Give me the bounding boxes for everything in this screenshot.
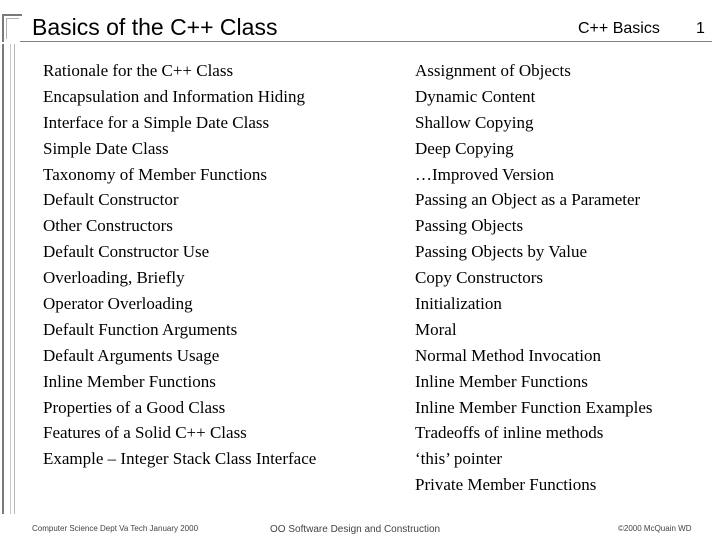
list-item: Dynamic Content: [415, 86, 536, 106]
list-item: ‘this’ pointer: [415, 449, 503, 469]
list-item: Properties of a Good Class: [43, 397, 226, 417]
list-item: Features of a Solid C++ Class: [43, 423, 247, 443]
list-item: Operator Overloading: [43, 294, 193, 314]
list-item: Deep Copying: [415, 138, 514, 158]
list-item: Tradeoffs of inline methods: [415, 423, 604, 443]
list-item: Simple Date Class: [43, 138, 169, 158]
list-item: Assignment of Objects: [415, 61, 571, 80]
list-item: Moral: [415, 319, 457, 339]
list-item: Passing Objects by Value: [415, 242, 588, 262]
list-item: Taxonomy of Member Functions: [43, 164, 268, 184]
list-item: Default Constructor: [43, 190, 179, 210]
list-item: Other Constructors: [43, 216, 173, 236]
topic-list-right: [415, 58, 652, 498]
footer-dept: Computer Science Dept Va Tech January 2000: [32, 524, 199, 533]
list-item: Inline Member Functions: [415, 371, 588, 391]
list-item: Private Member Functions: [415, 475, 597, 495]
list-item: …Improved Version: [415, 164, 554, 184]
list-item: Inline Member Function Examples: [415, 397, 653, 417]
list-item: Copy Constructors: [415, 268, 543, 288]
list-item: Inline Member Functions: [43, 371, 216, 391]
list-item: Passing an Object as a Parameter: [415, 190, 641, 210]
slide-left-border: [2, 44, 11, 514]
topic-list-left: [43, 58, 316, 472]
footer-copyright: ©2000 McQuain WD: [618, 524, 692, 533]
footer-course-title: OO Software Design and Construction: [270, 524, 441, 535]
list-item: Example – Integer Stack Class Interface: [43, 449, 317, 469]
list-item: Interface for a Simple Date Class: [43, 112, 270, 132]
list-item: Initialization: [415, 294, 502, 314]
list-item: Normal Method Invocation: [415, 345, 602, 365]
list-item: Default Function Arguments: [43, 319, 238, 339]
list-item: Default Arguments Usage: [43, 345, 220, 365]
list-item: Default Constructor Use: [43, 242, 210, 262]
list-item: Overloading, Briefly: [43, 268, 185, 288]
list-item: Rationale for the C++ Class: [43, 61, 234, 80]
slide-frame-corner-inner: [6, 18, 19, 39]
list-item: Encapsulation and Information Hiding: [43, 86, 306, 106]
slide-left-border-inner: [14, 44, 15, 514]
header-divider: [20, 41, 712, 42]
course-name: C++ Basics: [578, 20, 660, 37]
slide-title: Basics of the C++ Class: [32, 14, 278, 40]
page-number: 1: [696, 20, 705, 37]
list-item: Shallow Copying: [415, 112, 534, 132]
list-item: Passing Objects: [415, 216, 524, 236]
